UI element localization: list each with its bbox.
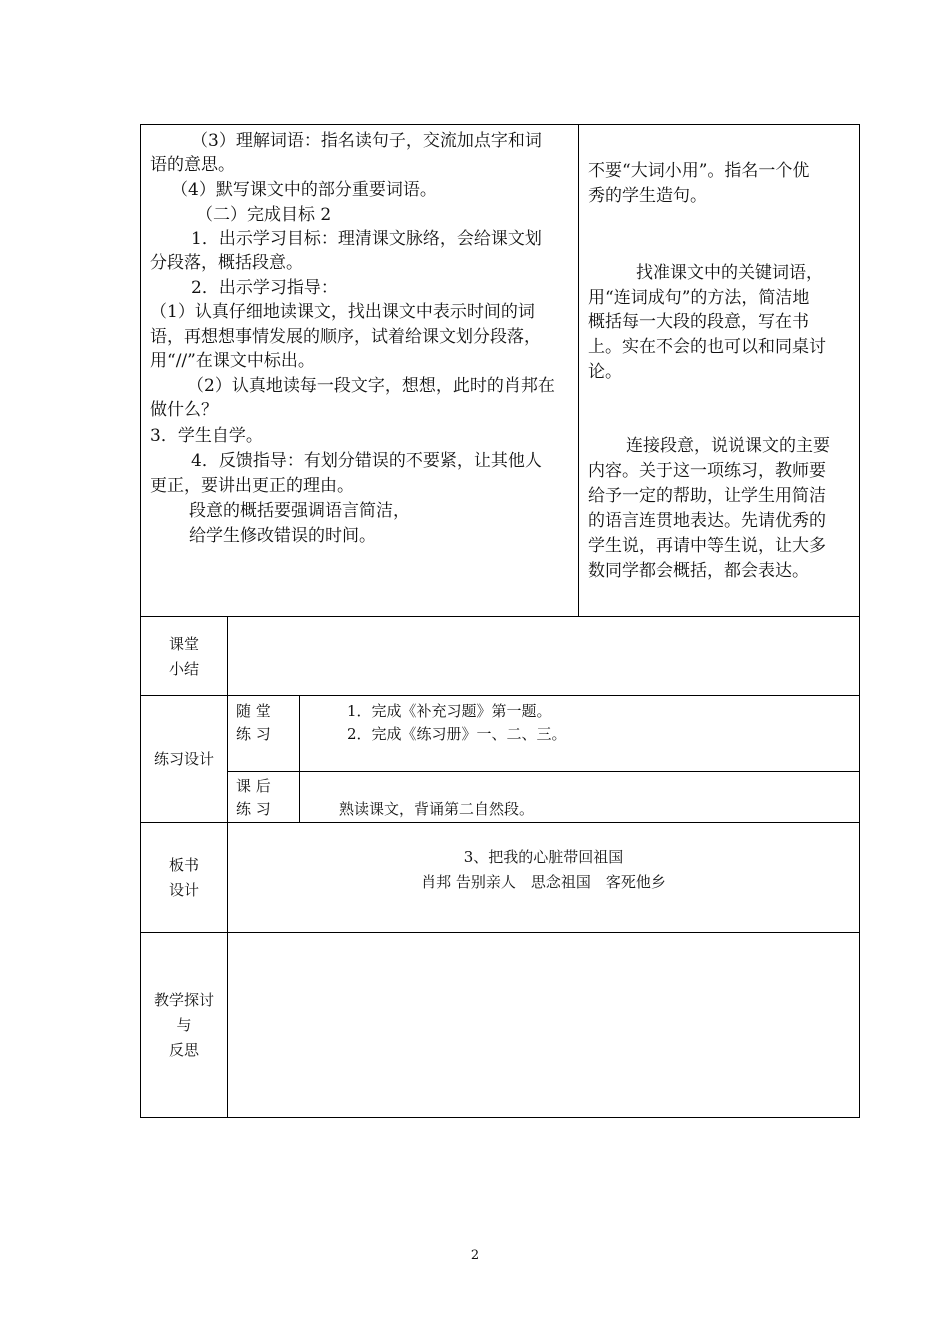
left-line-16: 段意的概括要强调语言简洁， xyxy=(189,501,410,521)
right-para3-line-2: 内容。关于这一项练习，教师要 xyxy=(588,461,826,481)
after-class-label-line-2: 练 习 xyxy=(236,800,271,818)
practice-label: 练习设计 xyxy=(153,750,214,768)
left-line-10: 用“//”在课文中标出。 xyxy=(150,351,315,371)
left-line-11: （2）认真地读每一段文字，想想，此时的肖邦在 xyxy=(187,376,555,396)
after-class-text: 熟读课文，背诵第二自然段。 xyxy=(339,800,535,818)
row-divider-practice-inner xyxy=(227,771,860,772)
in-class-label-line-1: 随 堂 xyxy=(236,702,271,720)
table-border-top xyxy=(140,124,860,125)
right-para3-line-6: 数同学都会概括，都会表达。 xyxy=(588,561,809,581)
right-para2-line-1: 找准课文中的关键词语， xyxy=(636,263,823,283)
board-line: 肖邦 告别亲人 思念祖国 客死他乡 xyxy=(421,873,666,891)
in-class-item-1: 1．完成《补充习题》第一题。 xyxy=(347,702,552,720)
right-para1-line-1: 不要“大词小用”。指名一个优 xyxy=(588,161,810,181)
in-class-label-line-2: 练 习 xyxy=(236,725,271,743)
right-para2-line-4: 上。实在不会的也可以和同桌讨 xyxy=(588,337,826,357)
page-number: 2 xyxy=(470,1248,480,1263)
left-line-7: 2．出示学习指导： xyxy=(191,278,338,298)
left-line-1: （3）理解词语：指名读句子，交流加点字和词 xyxy=(191,131,542,151)
left-line-12: 做什么？ xyxy=(150,400,218,420)
table-border-right xyxy=(859,124,860,1118)
row-divider-practice xyxy=(140,695,860,696)
reflection-label-line-2: 与 xyxy=(176,1016,192,1034)
summary-label-line-1: 课堂 xyxy=(168,635,199,653)
board-title: 3、把我的心脏带回祖国 xyxy=(463,848,624,866)
column-divider-top xyxy=(578,124,579,616)
right-para2-line-2: 用“连词成句”的方法，简洁地 xyxy=(588,288,810,308)
left-line-5: 1．出示学习目标：理清课文脉络，会给课文划 xyxy=(191,229,542,249)
reflection-label-line-1: 教学探讨 xyxy=(153,991,214,1009)
summary-label-line-2: 小结 xyxy=(168,660,199,678)
right-para2-line-5: 论。 xyxy=(588,362,622,382)
right-para2-line-3: 概括每一大段的段意，写在书 xyxy=(588,312,809,332)
left-line-9: 语，再想想事情发展的顺序，试着给课文划分段落， xyxy=(150,327,541,347)
left-line-14: 4．反馈指导：有划分错误的不要紧，让其他人 xyxy=(191,451,542,471)
row-divider-summary xyxy=(140,616,860,617)
right-para1-line-2: 秀的学生造句。 xyxy=(588,186,707,206)
left-line-3: （4）默写课文中的部分重要词语。 xyxy=(171,180,437,200)
left-line-8: （1）认真仔细地读课文，找出课文中表示时间的词 xyxy=(150,302,535,322)
board-label-line-1: 板书 xyxy=(168,856,199,874)
right-para3-line-1: 连接段意，说说课文的主要 xyxy=(626,436,830,456)
left-line-2: 语的意思。 xyxy=(150,155,235,175)
left-line-13: 3．学生自学。 xyxy=(150,426,263,446)
right-para3-line-3: 给予一定的帮助，让学生用简洁 xyxy=(588,486,826,506)
left-line-15: 更正，要讲出更正的理由。 xyxy=(150,476,354,496)
right-para3-line-4: 的语言连贯地表达。先请优秀的 xyxy=(588,511,826,531)
table-border-left xyxy=(140,124,141,1118)
row-divider-board xyxy=(140,822,860,823)
row-divider-reflection xyxy=(140,932,860,933)
after-class-label-line-1: 课 后 xyxy=(236,777,271,795)
board-label-line-2: 设计 xyxy=(168,881,199,899)
left-line-6: 分段落，概括段意。 xyxy=(150,253,303,273)
reflection-label-line-3: 反思 xyxy=(168,1041,199,1059)
in-class-item-2: 2．完成《练习册》一、二、三。 xyxy=(347,725,567,743)
left-line-17: 给学生修改错误的时间。 xyxy=(189,526,376,546)
practice-subcolumn-divider xyxy=(299,695,300,822)
table-border-bottom xyxy=(140,1117,860,1118)
left-line-4: （二）完成目标 2 xyxy=(196,205,332,225)
right-para3-line-5: 学生说，再请中等生说，让大多 xyxy=(588,536,826,556)
